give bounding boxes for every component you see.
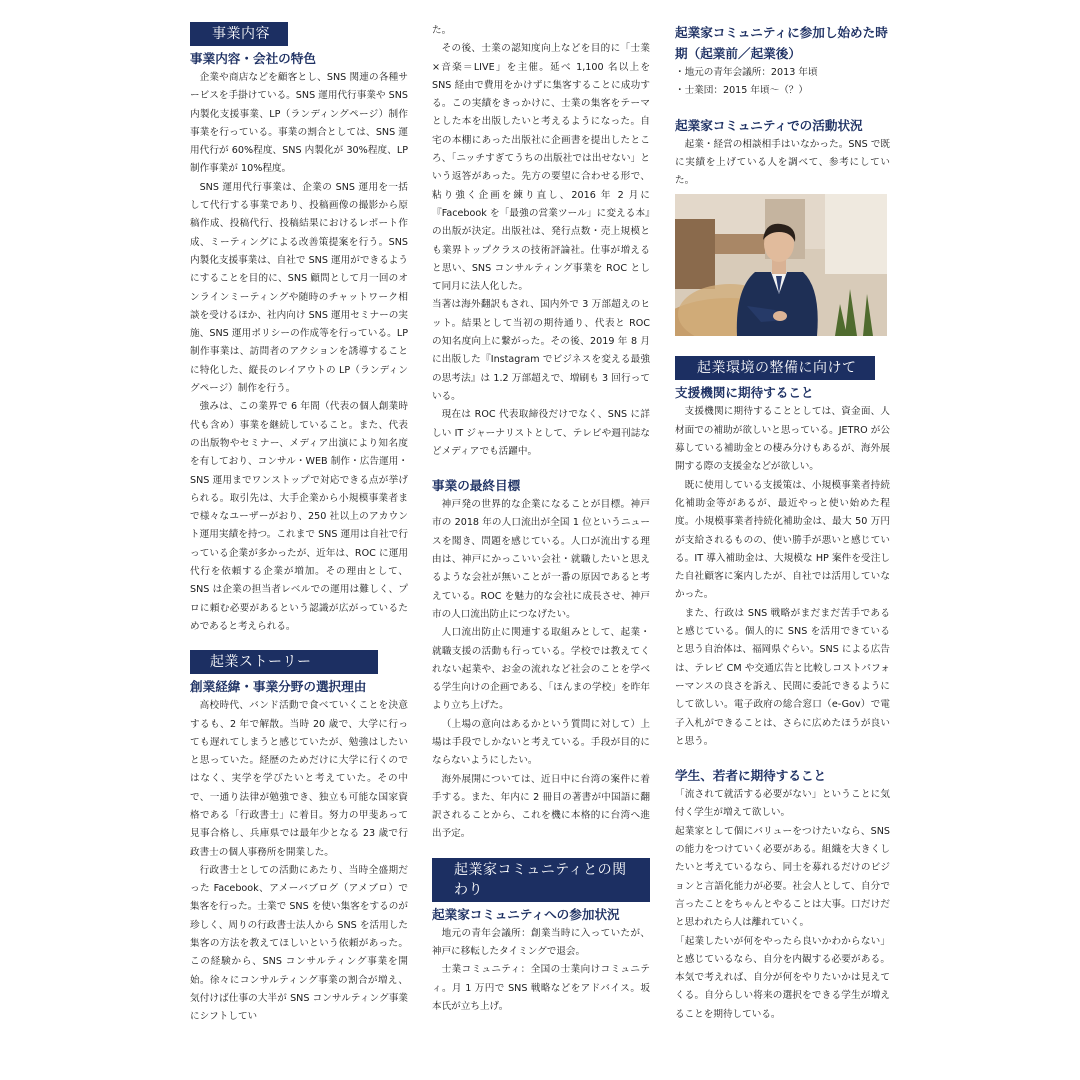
- paragraph: た。: [432, 25, 452, 36]
- paragraph: ・士業団：2015 年頃〜（？）: [675, 85, 808, 97]
- heading-community-period: 起業家コミュニティに参加し始めた時期（起業前／起業後）: [675, 25, 888, 61]
- column-right: [675, 22, 890, 1024]
- paragraph: （上場の意向はあるかという質問に対して）上場は手段でしかないと考えている。手段が目的にならないようにしたい。: [432, 718, 650, 767]
- paragraph: 海外展開については、近日中に台湾の案件に着手する。また、年内に 2 冊目の著書が中国語に翻訳されることから、これを機に本格的に台湾へ進出予定。: [432, 773, 650, 840]
- section-banner-environment: 起業環境の整備に向けて: [675, 356, 875, 380]
- heading-community-activity: 起業家コミュニティでの活動状況: [675, 117, 863, 133]
- section-banner-community: 起業家コミュニティとの関わり: [432, 858, 650, 902]
- paragraph: SNS 運用代行事業は、企業の SNS 運用を一括して代行する事業であり、投稿画像の撮影から原稿作成、投稿代行、投稿結果におけるレポート作成、ミーティングによる改善策提案を行う。SNS 内製化支援事業は、自社で SNS 運用ができるようにすることを目的に、SNS 顧問として月一回のオンラインミーティングや随時のチャットワーク相談を受けるほか、社内向け SNS 運用セミナーの実施、SNS 運用ポリシーの作成等を行っている。LP 制作事業は、訪問者のアクションを誘導することに特化した、縦長のレイアウトの LP（ランディングページ）制作を行う。: [190, 181, 408, 395]
- heading-support-expectation: 支援機関に期待すること: [675, 385, 814, 401]
- portrait-photo: [675, 194, 887, 336]
- paragraph: 高校時代、バンド活動で食べていくことを決意するも、2 年で解散。当時 20 歳で、大学に行っても遅れてしまうと感じていたが、勉強はしたいと思っていた。経歴のためだけに大学に行くのではなく、実学を学びたいと考えていた。その中で、一通り法律が勉強でき、独立も可能な国家資格である「行政書士」に着目。努力の甲斐あって見事合格し、兵庫県では最年少となる 23 歳で行政書士の個人事務所を開業した。: [190, 700, 408, 858]
- portrait-illustration: [675, 194, 887, 336]
- heading-students-expectation: 学生、若者に期待すること: [675, 768, 827, 784]
- heading-founding-story: 創業経緯・事業分野の選択理由: [190, 679, 367, 695]
- heading-community-participation: 起業家コミュニティへの参加状況: [432, 906, 620, 922]
- heading-business-features: 事業内容・会社の特色: [190, 51, 316, 66]
- section-banner-business: 事業内容: [190, 22, 288, 46]
- paragraph: その後、士業の認知度向上などを目的に「士業×音楽＝LIVE」を主催。延べ 1,100 名以上を SNS 経由で費用をかけずに集客することに成功する。この実績をきっかけに、士業の集客をテーマとした本を出版したいと考えるようになった。自宅の本棚にあった出版社に企画書を提出したところ、「ニッチすぎてうちの出版社では出せない」という返答があった。先方の要望に合わせる形で、粘り強く企画を練り直し、2016 年 2 月に『Facebook を「最強の営業ツール」に変える本』の出版が決定。出版社は、発行点数・売上規模とも業界トップクラスの技術評論社。仕事が増えると思い、SNS コンサルティング事業を ROC として同月に法人化した。: [432, 43, 650, 293]
- paragraph: 起業家として個にバリューをつけたいなら、SNS の能力をつけていく必要がある。組織を大きくしたいと考えているなら、同士を募れるだけのビジョンと言語化能力が必要。社会人として、自分で言ったことをちゃんとやることは大事。口だけだと思われたら人は離れていく。: [675, 825, 890, 929]
- paragraph: 地元の青年会議所：創業当時に入っていたが、神戸に移転したタイミングで退会。: [432, 927, 650, 958]
- paragraph: 行政書士としての活動にあたり、当時全盛期だった Facebook、アメーバブログ（アメブロ）で集客を行った。士業で SNS を使い集客をするのが珍しく、周りの行政書士法人から SNS を活用した集客の方法を教えてほしいという依頼があった。この経験から、SNS コンサルティング事業を開始。徐々にコンサルティング事業の割合が増え、気付けば仕事の大半が SNS コンサルティング事業にシフトしてい: [190, 864, 408, 1023]
- column-left: [190, 22, 408, 1027]
- column-middle: [432, 22, 650, 1016]
- paragraph: 現在は ROC 代表取締役だけでなく、SNS に詳しい IT ジャーナリストとして、テレビや週刊誌などメディアでも活躍中。: [432, 409, 650, 457]
- paragraph: 神戸発の世界的な企業になることが目標。神戸市の 2018 年の人口流出が全国 1 位というニュースを聞き、問題を感じている。人口が流出する理由は、神戸にかっこいい会社・就職したいと思えるような会社が無いことが一番の原因であると考えている。ROC を魅力的な会社に成長させ、神戸市の人口流出防止につなげたい。: [432, 499, 650, 620]
- paragraph: 当著は海外翻訳もされ、国内外で 3 万部超えのヒット。結果として当初の期待通り、代表と ROC の知名度向上に繋がった。その後、2019 年 8 月に出版した『Instagram でビジネスを変える最強の思考法』は 1.2 万部超えで、増刷も 3 回行っている。: [432, 299, 650, 402]
- paragraph: 士業コミュニティ：全国の士業向けコミュニティ。月 1 万円で SNS 戦略などをアドバイス。坂本氏が立ち上げ。: [432, 964, 650, 1012]
- paragraph: 既に使用している支援策は、小規模事業者持続化補助金等があるが、最近やっと使い始めた程度。小規模事業者持続化補助金は、最大 50 万円が支給されるものの、使い勝手が悪いと感じている。IT 導入補助金は、大規模な HP 案件を受注した自社顧客に案内したが、自社では活用していなかった。: [675, 479, 890, 601]
- paragraph: 起業・経営の相談相手はいなかった。SNS で既に実績を上げている人を調べて、参考にしていた。: [675, 138, 890, 187]
- heading-final-goal: 事業の最終目標: [432, 478, 521, 494]
- paragraph: 支援機関に期待することとしては、資金面、人材面での補助が欲しいと思っている。JETRO が公募している補助金との棲み分けもあるが、海外展開する際の支援金などが欲しい。: [675, 406, 890, 473]
- paragraph: 「起業したいが何をやったら良いかわからない」と感じているなら、自分を内観する必要がある。本気で考えれば、自分が何をやりたいかは見えてくる。自分らしい将来の選択をできる学生が増えることを期待している。: [675, 935, 890, 1020]
- paragraph: ・地元の青年会議所：2013 年頃: [675, 67, 818, 78]
- paragraph: 強みは、この業界で 6 年間（代表の個人創業時代も含め）事業を継続していること。また、代表の出版物やセミナー、メディア出演により知名度を有しており、コンサル・WEB 制作・広告運用・SNS 運用までワンストップで対応できる点が挙げられる。取引先は、大手企業から小規模事業者まで様々なユーザーがおり、250 社以上のアカウント運用実績を持つ。これまで SNS 運用は自社で行っている企業が多かったが、近年は、ROC に運用代行を依頼する企業が増加。その理由として、SNS は企業の担当者レベルでの運用は難しく、プロに頼む必要があるという認識が広がっているためであると考えられる。: [190, 401, 408, 632]
- paragraph: 企業や商店などを顧客とし、SNS 関連の各種サービスを手掛けている。SNS 運用代行事業や SNS 内製化支援事業、LP（ランディングページ）制作事業を行っている。事業の割合としては、SNS 運用代行が 60%程度、SNS 内製化が 30%程度、LP 制作事業が 10%程度。: [190, 72, 408, 175]
- paragraph: 「流されて就活する必要がない」ということに気付く学生が増えて欲しい。: [675, 789, 890, 819]
- section-banner-story: 起業ストーリー: [190, 650, 378, 674]
- paragraph: また、行政は SNS 戦略がまだまだ苦手であると感じている。個人的に SNS を活用できていると思う自治体は、福岡県ぐらい。SNS による広告は、テレビ CM や交通広告と比較しコストパフォーマンスの良さを訴え、民間に委託できるようにして欲しい。電子政府の総合窓口（e-Gov）で電子入札ができることは、さらに広めたほうが良いと思う。: [675, 607, 890, 747]
- paragraph: 人口流出防止に関連する取組みとして、起業・就職支援の活動も行っている。学校では教えてくれない起業や、お金の流れなど社会のことを学べる学生向けの企画である、「ほんまの学校」を昨年より立ち上げた。: [432, 627, 650, 712]
